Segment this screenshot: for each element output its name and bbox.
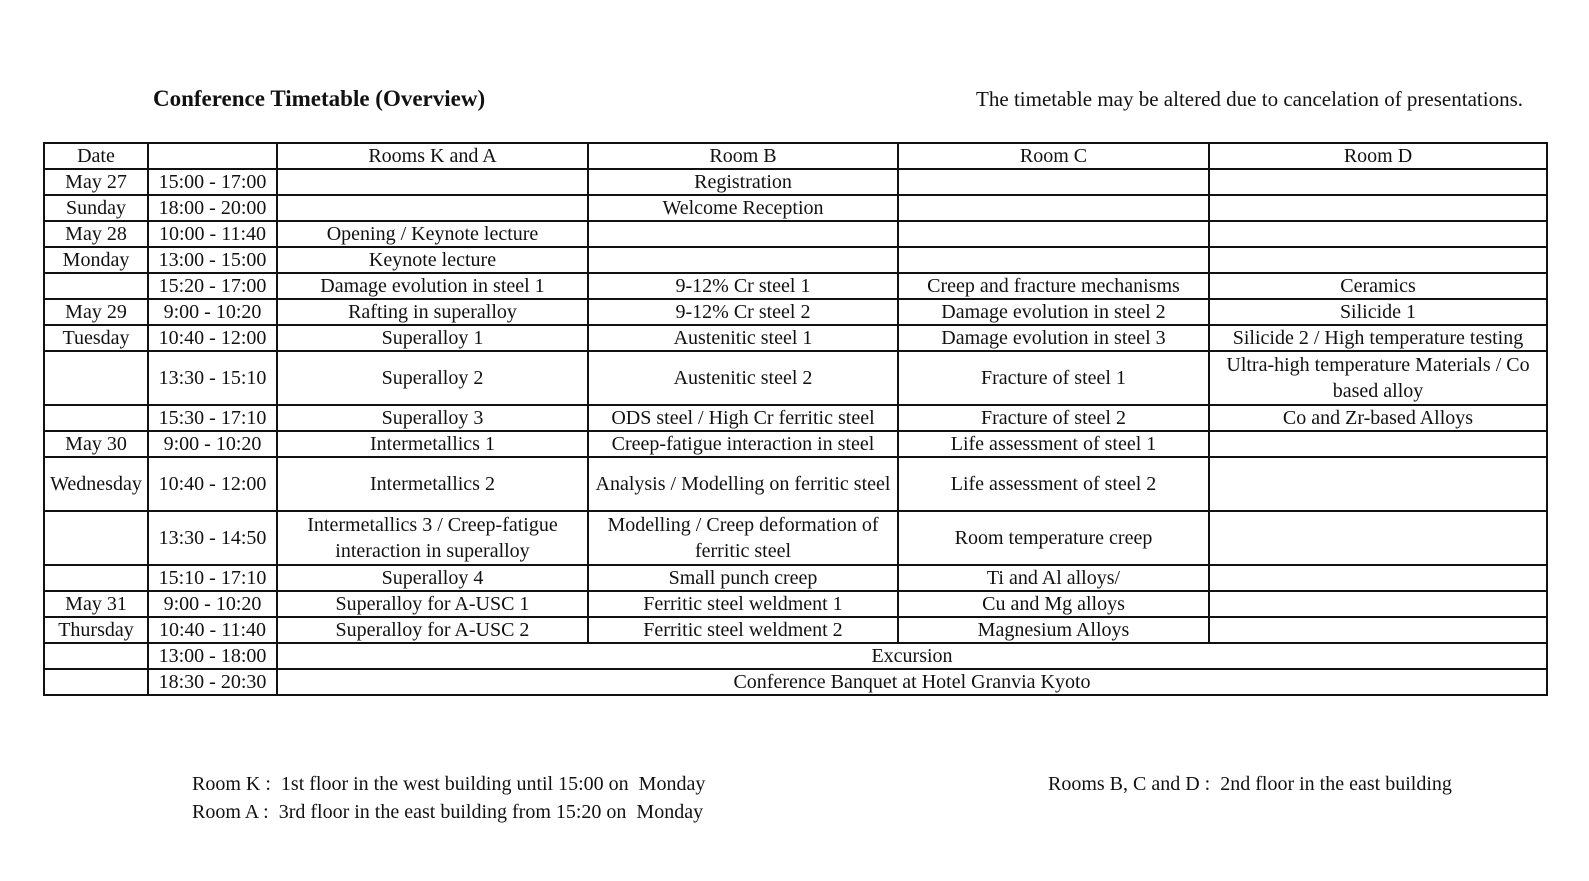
date-cell: Tuesday — [44, 325, 148, 351]
rooms-k-a-cell: Superalloy 3 — [277, 405, 588, 431]
timetable-notice: The timetable may be altered due to cancelation of presentations. — [976, 87, 1523, 111]
room-b-cell: Ferritic steel weldment 1 — [588, 591, 898, 617]
time-cell: 15:20 - 17:00 — [148, 273, 277, 299]
date-cell — [44, 351, 148, 405]
date-cell — [44, 405, 148, 431]
table-row — [44, 405, 1547, 431]
room-c-cell — [898, 247, 1209, 273]
room-d-cell: Co and Zr-based Alloys — [1209, 405, 1547, 431]
rooms-k-a-cell: Rafting in superalloy — [277, 299, 588, 325]
room-c-cell: Fracture of steel 2 — [898, 405, 1209, 431]
date-cell — [44, 643, 148, 669]
room-a-label: Room A : — [192, 801, 269, 823]
table-row — [44, 273, 1547, 299]
time-cell: 10:40 - 12:00 — [148, 325, 277, 351]
room-d-cell — [1209, 565, 1547, 591]
table-row — [44, 325, 1547, 351]
banquet-cell: Conference Banquet at Hotel Granvia Kyoto — [277, 669, 1547, 695]
room-c-cell: Room temperature creep — [898, 511, 1209, 565]
time-cell: 18:30 - 20:30 — [148, 669, 277, 695]
room-c-cell: Life assessment of steel 1 — [898, 431, 1209, 457]
time-cell: 13:00 - 15:00 — [148, 247, 277, 273]
table-row — [44, 221, 1547, 247]
room-b-cell: Creep-fatigue interaction in steel — [588, 431, 898, 457]
rooms-k-a-cell: Superalloy 1 — [277, 325, 588, 351]
time-cell: 10:40 - 12:00 — [148, 457, 277, 511]
time-cell: 9:00 - 10:20 — [148, 299, 277, 325]
table-row — [44, 431, 1547, 457]
table-row — [44, 195, 1547, 221]
table-row — [44, 169, 1547, 195]
excursion-cell: Excursion — [277, 643, 1547, 669]
room-b-cell — [588, 247, 898, 273]
rooms-k-a-cell: Intermetallics 1 — [277, 431, 588, 457]
table-row — [44, 299, 1547, 325]
header-room-b: Room B — [588, 143, 898, 169]
header-date: Date — [44, 143, 148, 169]
room-c-cell — [898, 221, 1209, 247]
time-cell: 15:00 - 17:00 — [148, 169, 277, 195]
room-b-cell: Registration — [588, 169, 898, 195]
room-d-cell: Ceramics — [1209, 273, 1547, 299]
time-cell: 13:00 - 18:00 — [148, 643, 277, 669]
room-b-cell: Austenitic steel 2 — [588, 351, 898, 405]
date-cell: May 30 — [44, 431, 148, 457]
page-title: Conference Timetable (Overview) — [153, 86, 486, 111]
rooms-k-a-cell: Opening / Keynote lecture — [277, 221, 588, 247]
time-cell: 13:30 - 15:10 — [148, 351, 277, 405]
room-a-text: 3rd floor in the east building from 15:20 on Monday — [278, 801, 704, 823]
date-cell: Monday — [44, 247, 148, 273]
table-header-row — [44, 143, 1547, 169]
rooms-k-a-cell: Damage evolution in steel 1 — [277, 273, 588, 299]
time-cell: 13:30 - 14:50 — [148, 511, 277, 565]
date-cell: May 28 — [44, 221, 148, 247]
room-b-cell: ODS steel / High Cr ferritic steel — [588, 405, 898, 431]
room-b-cell: Ferritic steel weldment 2 — [588, 617, 898, 643]
room-c-cell: Cu and Mg alloys — [898, 591, 1209, 617]
header-room-d: Room D — [1209, 143, 1547, 169]
room-d-cell — [1209, 169, 1547, 195]
rooms-k-a-cell — [277, 195, 588, 221]
date-cell: May 31 — [44, 591, 148, 617]
date-cell: Sunday — [44, 195, 148, 221]
room-c-cell: Magnesium Alloys — [898, 617, 1209, 643]
date-cell: May 27 — [44, 169, 148, 195]
date-cell: Thursday — [44, 617, 148, 643]
time-cell: 9:00 - 10:20 — [148, 431, 277, 457]
time-cell: 15:10 - 17:10 — [148, 565, 277, 591]
room-c-cell: Damage evolution in steel 3 — [898, 325, 1209, 351]
room-d-cell: Silicide 2 / High temperature testing — [1209, 325, 1547, 351]
rooms-k-a-cell: Superalloy for A-USC 2 — [277, 617, 588, 643]
rooms-k-a-cell — [277, 169, 588, 195]
room-k-text: 1st floor in the west building until 15:00 on Monday — [280, 773, 706, 795]
table-row — [44, 511, 1547, 565]
room-d-cell — [1209, 457, 1547, 511]
timetable — [43, 142, 1548, 696]
room-b-cell: Austenitic steel 1 — [588, 325, 898, 351]
table-row-excursion — [44, 643, 1547, 669]
rooms-k-a-cell: Superalloy 4 — [277, 565, 588, 591]
date-cell — [44, 511, 148, 565]
rooms-k-a-cell: Intermetallics 2 — [277, 457, 588, 511]
room-d-cell — [1209, 195, 1547, 221]
time-cell: 18:00 - 20:00 — [148, 195, 277, 221]
room-b-cell: Small punch creep — [588, 565, 898, 591]
room-c-cell: Fracture of steel 1 — [898, 351, 1209, 405]
room-k-label: Room K : — [192, 773, 271, 795]
room-b-cell: 9-12% Cr steel 1 — [588, 273, 898, 299]
time-cell: 9:00 - 10:20 — [148, 591, 277, 617]
time-cell: 10:00 - 11:40 — [148, 221, 277, 247]
room-d-cell: Silicide 1 — [1209, 299, 1547, 325]
rooms-bcd-label: Rooms B, C and D : — [1048, 773, 1211, 795]
room-a-note — [192, 798, 705, 826]
rooms-k-a-cell: Intermetallics 3 / Creep-fatigue interaction in superalloy — [277, 511, 588, 565]
room-d-cell — [1209, 431, 1547, 457]
room-c-cell: Creep and fracture mechanisms — [898, 273, 1209, 299]
room-b-cell: Modelling / Creep deformation of ferritic steel — [588, 511, 898, 565]
room-b-cell — [588, 221, 898, 247]
date-cell: Wednesday — [44, 457, 148, 511]
rooms-bcd-note — [1048, 770, 1452, 798]
room-c-cell — [898, 169, 1209, 195]
room-d-cell — [1209, 617, 1547, 643]
room-d-cell — [1209, 247, 1547, 273]
room-k-note — [192, 770, 705, 798]
room-d-cell — [1209, 511, 1547, 565]
room-d-cell — [1209, 221, 1547, 247]
header-room-c: Room C — [898, 143, 1209, 169]
table-row — [44, 247, 1547, 273]
room-c-cell: Ti and Al alloys/ — [898, 565, 1209, 591]
table-row — [44, 617, 1547, 643]
header-rooms-k-a: Rooms K and A — [277, 143, 588, 169]
date-cell: May 29 — [44, 299, 148, 325]
room-d-cell: Ultra-high temperature Materials / Co based alloy — [1209, 351, 1547, 405]
rooms-k-a-cell: Superalloy 2 — [277, 351, 588, 405]
date-cell — [44, 565, 148, 591]
rooms-bcd-text: 2nd floor in the east building — [1220, 773, 1452, 795]
room-b-cell: Welcome Reception — [588, 195, 898, 221]
room-d-cell — [1209, 591, 1547, 617]
room-b-cell: 9-12% Cr steel 2 — [588, 299, 898, 325]
room-c-cell — [898, 195, 1209, 221]
table-row — [44, 591, 1547, 617]
room-location-notes — [192, 770, 705, 826]
room-c-cell: Damage evolution in steel 2 — [898, 299, 1209, 325]
table-row-banquet — [44, 669, 1547, 695]
room-b-cell: Analysis / Modelling on ferritic steel — [588, 457, 898, 511]
room-c-cell: Life assessment of steel 2 — [898, 457, 1209, 511]
header-time — [148, 143, 277, 169]
rooms-k-a-cell: Keynote lecture — [277, 247, 588, 273]
table-row — [44, 565, 1547, 591]
date-cell — [44, 273, 148, 299]
time-cell: 15:30 - 17:10 — [148, 405, 277, 431]
table-row — [44, 351, 1547, 405]
date-cell — [44, 669, 148, 695]
time-cell: 10:40 - 11:40 — [148, 617, 277, 643]
table-row — [44, 457, 1547, 511]
rooms-k-a-cell: Superalloy for A-USC 1 — [277, 591, 588, 617]
